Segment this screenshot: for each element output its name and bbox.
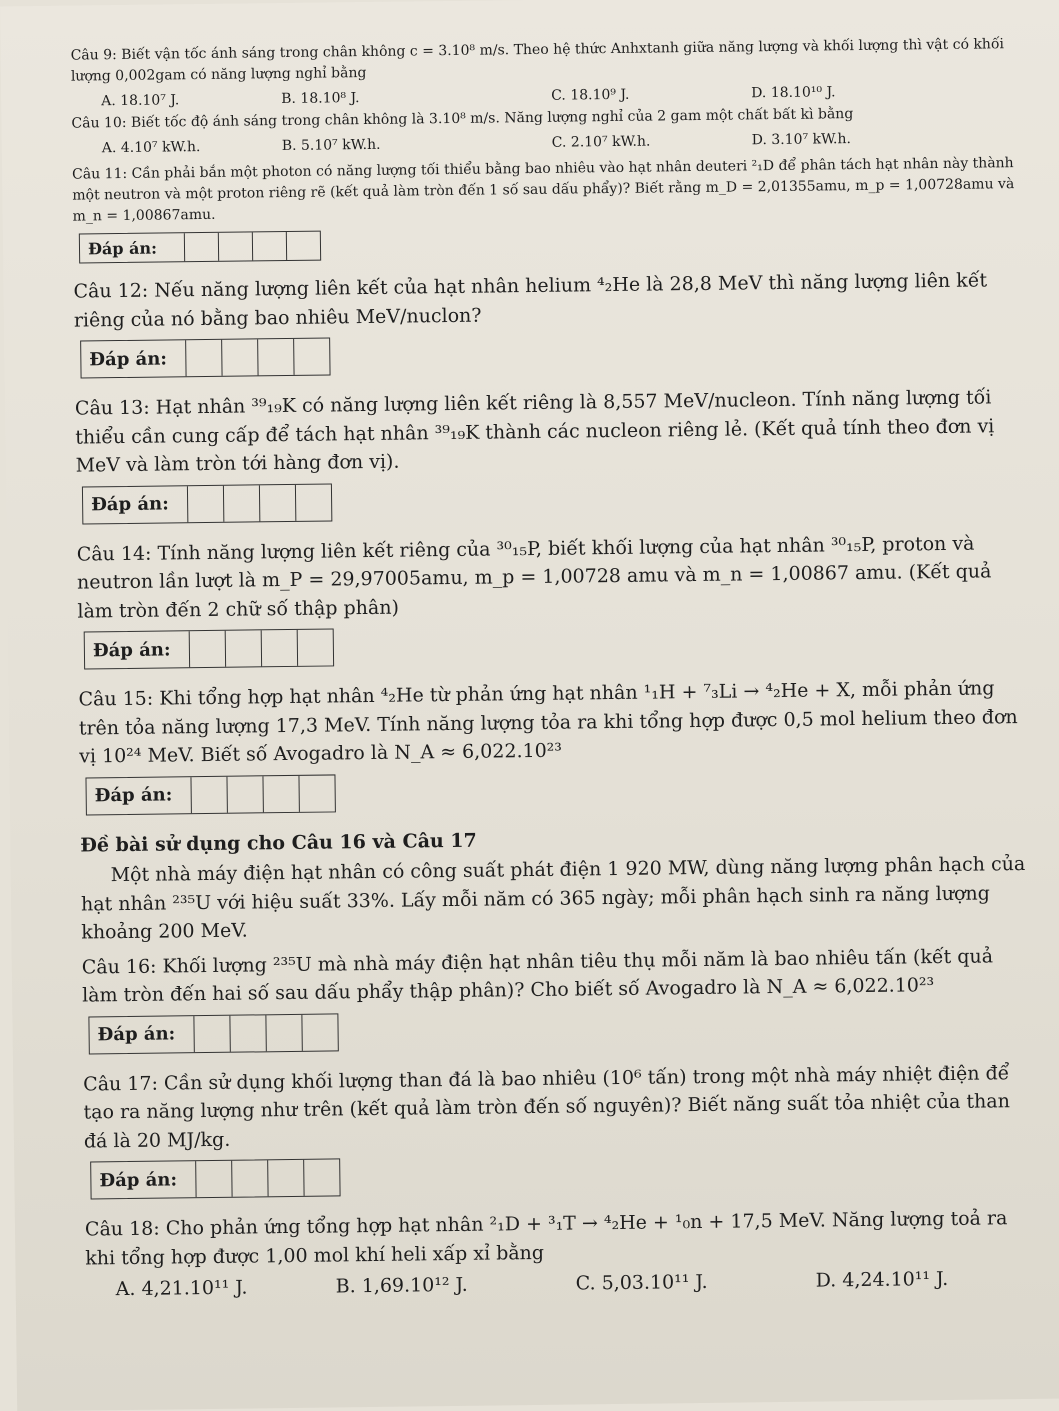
answer-cell[interactable] bbox=[267, 1160, 303, 1196]
q14-answer-box[interactable] bbox=[84, 628, 334, 669]
answer-cell[interactable] bbox=[190, 776, 226, 812]
question-17: Câu 17: Cần sử dụng khối lượng than đá là bao nhiêu (10⁶ tấn) trong một nhà máy nhiệt điện để tạo ra năng lượng như trên (kết quả làm tròn đến số nguyên)? Biết năng suất tỏa nhiệt của than đá là 20 MJ/kg. bbox=[83, 1061, 1010, 1153]
answer-cell[interactable] bbox=[221, 339, 257, 375]
answer-cell[interactable] bbox=[193, 1015, 229, 1051]
answer-cell[interactable] bbox=[223, 485, 259, 521]
answer-cell[interactable] bbox=[262, 775, 298, 811]
q12-answer-box[interactable] bbox=[80, 337, 330, 378]
answer-cell[interactable] bbox=[303, 1159, 339, 1195]
q18-option-a[interactable]: A. 4,21.10¹¹ J. bbox=[115, 1276, 248, 1301]
q13-answer-box[interactable] bbox=[82, 483, 332, 524]
q9-option-c[interactable]: C. 18.10⁹ J. bbox=[551, 86, 630, 104]
answer-label: Đáp án: bbox=[89, 347, 168, 370]
answer-cell[interactable] bbox=[225, 630, 261, 666]
answer-cell[interactable] bbox=[298, 775, 334, 811]
answer-label: Đáp án: bbox=[94, 784, 173, 807]
answer-cell[interactable] bbox=[261, 630, 297, 666]
answer-cell[interactable] bbox=[252, 232, 286, 260]
question-18-options bbox=[116, 1267, 1035, 1300]
answer-cell[interactable] bbox=[295, 484, 331, 520]
q10-option-b[interactable]: B. 5.10⁷ kW.h. bbox=[281, 136, 381, 155]
answer-cell[interactable] bbox=[229, 1015, 265, 1051]
question-12: Câu 12: Nếu năng lượng liên kết của hạt nhân helium ⁴₂He là 28,8 MeV thì năng lượng liên kết riêng của nó bằng bao nhiêu MeV/nuclon? bbox=[73, 269, 988, 332]
q9-option-b[interactable]: B. 18.10⁸ J. bbox=[281, 90, 360, 108]
q18-option-c[interactable]: C. 5,03.10¹¹ J. bbox=[575, 1270, 708, 1295]
question-16: Câu 16: Khối lượng ²³⁵U mà nhà máy điện hạt nhân tiêu thụ mỗi năm là bao nhiêu tấn (kết quả làm tròn đến hai số sau dấu phẩy thập phân)? Cho biết số Avogadro là N_A ≈ 6,022.10²³ bbox=[81, 944, 994, 1007]
q17-answer-box[interactable] bbox=[90, 1158, 340, 1199]
q16-answer-box[interactable] bbox=[88, 1013, 338, 1054]
shared-stem-heading: Đề bài sử dụng cho Câu 16 và Câu 17 bbox=[80, 829, 477, 857]
answer-cell[interactable] bbox=[184, 233, 218, 261]
q9-option-d[interactable]: D. 18.10¹⁰ J. bbox=[751, 84, 836, 102]
q15-answer-box[interactable] bbox=[85, 774, 335, 815]
answer-label: Đáp án: bbox=[87, 238, 158, 258]
answer-cell[interactable] bbox=[257, 339, 293, 375]
q9-option-a[interactable]: A. 18.10⁷ J. bbox=[101, 92, 180, 110]
answer-label: Đáp án: bbox=[91, 493, 169, 516]
answer-label: Đáp án: bbox=[97, 1023, 176, 1046]
question-10-options bbox=[102, 129, 1021, 156]
answer-cell[interactable] bbox=[195, 1161, 231, 1197]
question-11: Câu 11: Cần phải bắn một photon có năng lượng tối thiểu bằng bao nhiêu vào hạt nhân deuteri ²₁D để phân tách hạt nhân này thành một neutron và một proton riêng rẽ (kết quả làm tròn đến 1 số sau dấu phẩy)? Biết rằng m_D = 2,01355amu, m_p = 1,00728amu và m_n = 1,00867amu. bbox=[72, 155, 1015, 225]
answer-label: Đáp án: bbox=[99, 1168, 178, 1191]
answer-cell[interactable] bbox=[293, 338, 329, 374]
q10-option-c[interactable]: C. 2.10⁷ kW.h. bbox=[551, 133, 651, 151]
question-18: Câu 18: Cho phản ứng tổng hợp hạt nhân ²₁D + ³₁T → ⁴₂He + ¹₀n + 17,5 MeV. Năng lượng toả ra khi tổng hợp được 1,00 mol khí heli xấp xỉ bằng bbox=[84, 1207, 1008, 1270]
q10-option-a[interactable]: A. 4.10⁷ kW.h. bbox=[101, 139, 201, 157]
question-13: Câu 13: Hạt nhân ³⁹₁₉K có năng lượng liên kết riêng là 8,557 MeV/nucleon. Tính năng lượng tối thiểu cần cung cấp để tách hạt nhân ³⁹₁₉K thành các nucleon riêng lẻ. (Kết quả tính theo đơn vị MeV và làm tròn tới hàng đơn vị). bbox=[74, 386, 995, 477]
question-14: Câu 14: Tính năng lượng liên kết riêng của ³⁰₁₅P, biết khối lượng của hạt nhân ³⁰₁₅P, proton và neutron lần lượt là m_P = 29,97005amu, m_p = 1,00728 amu và m_n = 1,00867 amu. (Kết quả làm tròn đến 2 chữ số thập phân) bbox=[76, 532, 992, 623]
question-15: Câu 15: Khi tổng hợp hạt nhân ⁴₂He từ phản ứng hạt nhân ¹₁H + ⁷₃Li → ⁴₂He + X, mỗi phản ứng trên tỏa năng lượng 17,3 MeV. Tính năng lượng tỏa ra khi tổng hợp được 0,5 mol helium theo đơn vị 10²⁴ MeV. Biết số Avogadro là N_A ≈ 6,022.10²³ bbox=[78, 677, 1018, 768]
answer-cell[interactable] bbox=[189, 631, 225, 667]
answer-cell[interactable] bbox=[187, 485, 223, 521]
answer-cell[interactable] bbox=[297, 629, 333, 665]
answer-cell[interactable] bbox=[185, 340, 221, 376]
answer-cell[interactable] bbox=[218, 232, 252, 260]
question-10: Câu 10: Biết tốc độ ánh sáng trong chân không là 3.10⁸ m/s. Năng lượng nghỉ của 2 gam một chất bất kì bằng bbox=[71, 106, 854, 132]
answer-label: Đáp án: bbox=[92, 638, 171, 661]
answer-cell[interactable] bbox=[259, 484, 295, 520]
answer-cell[interactable] bbox=[301, 1014, 337, 1050]
answer-cell[interactable] bbox=[226, 776, 262, 812]
answer-cell[interactable] bbox=[265, 1014, 301, 1050]
question-9: Câu 9: Biết vận tốc ánh sáng trong chân không c = 3.10⁸ m/s. Theo hệ thức Anhxtanh giữa năng lượng và khối lượng thì vật có khối lượng 0,002gam có năng lượng nghỉ bằng bbox=[70, 36, 1005, 85]
q10-option-d[interactable]: D. 3.10⁷ kW.h. bbox=[751, 131, 852, 149]
answer-cell[interactable] bbox=[231, 1160, 267, 1196]
q18-option-d[interactable]: D. 4,24.10¹¹ J. bbox=[815, 1267, 949, 1292]
shared-stem-text: Một nhà máy điện hạt nhân có công suất phát điện 1 920 MW, dùng năng lượng phân hạch của hạt nhân ²³⁵U với hiệu suất 33%. Lấy mỗi năm có 365 ngày; mỗi phân hạch sinh ra năng lượng khoảng 200 MeV. bbox=[80, 853, 1026, 944]
answer-cell[interactable] bbox=[286, 232, 320, 260]
q11-answer-box[interactable] bbox=[79, 231, 321, 264]
q18-option-b[interactable]: B. 1,69.10¹² J. bbox=[335, 1273, 468, 1298]
